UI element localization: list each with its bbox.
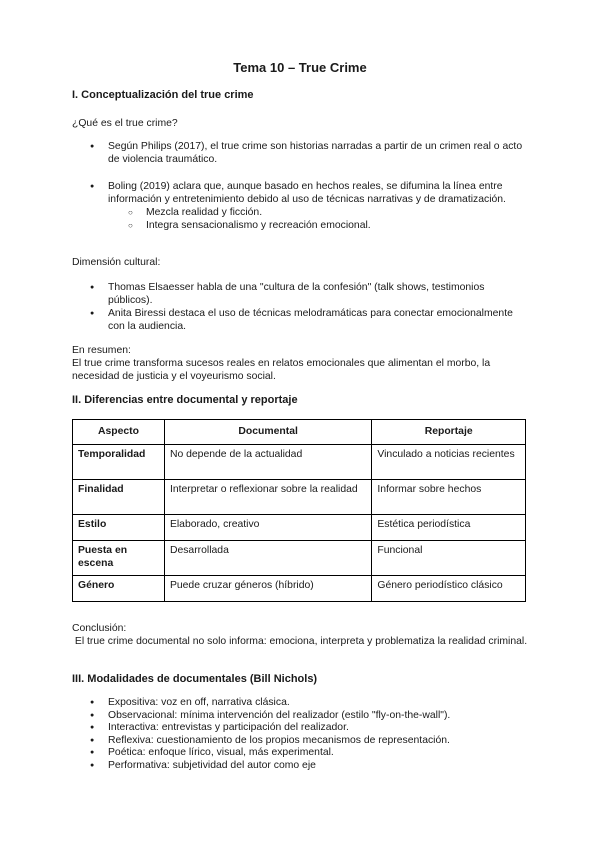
table-cell: Puede cruzar géneros (híbrido) [164,576,371,602]
table-cell: Informar sobre hechos [372,480,526,515]
list-item: ● Según Philips (2017), el true crime son historias narradas a partir de un crimen real o acto de violencia traumático. [90,140,530,166]
list-item: ● Interactiva: entrevistas y participación del realizador. [90,722,530,735]
section-2-heading: II. Diferencias entre documental y reportaje [72,394,298,406]
list-item [90,180,530,232]
table-row [73,541,526,576]
table-header-row [73,420,526,445]
document-title: Tema 10 – True Crime [233,60,367,75]
list-item: ● Poética: enfoque lírico, visual, más experimental. [90,747,530,760]
table-row [73,480,526,515]
list-item-text: Boling (2019) aclara que, aunque basado en hechos reales, se difumina la línea entre información y entretenimiento debido al uso de técnicas narrativas y de dramatización. [108,181,506,205]
table-cell: Estética periodística [372,515,526,541]
list-item: ● Anita Biressi destaca el uso de técnicas melodramáticas para conectar emocionalmente con la audiencia. [90,307,530,333]
section-3-heading: III. Modalidades de documentales (Bill Nichols) [72,673,318,685]
list-item: ● Reflexiva: cuestionamiento de los propios mecanismos de representación. [90,735,530,748]
conclusion-text: El true crime documental no solo informa: emociona, interpreta y problematiza la realidad criminal. [72,636,528,647]
table-header-cell: Aspecto [73,420,165,445]
section-1-bullet-list-2 [90,180,530,232]
conclusion-label: Conclusión: [72,623,127,634]
list-item: ● Thomas Elsaesser habla de una "cultura de la confesión" (talk shows, testimonios públicos). [90,281,530,307]
section-1-heading: I. Conceptualización del true crime [72,89,254,101]
sub-list-item: ○ Integra sensacionalismo y recreación emocional. [108,219,530,232]
list-item: ● Performativa: subjetividad del autor como eje [90,760,530,773]
table-cell: Género periodístico clásico [372,576,526,602]
table-cell: Temporalidad [73,445,165,480]
table-cell: Finalidad [73,480,165,515]
summary-text: El true crime transforma sucesos reales en relatos emocionales que alimentan el morbo, la necesidad de justicia y el voyeurismo social. [72,358,491,382]
table-cell: Interpretar o reflexionar sobre la realidad [164,480,371,515]
table-cell: No depende de la actualidad [164,445,371,480]
summary-label: En resumen: [72,345,131,356]
table-row [73,445,526,480]
list-item: ● Observacional: mínima intervención del realizador (estilo "fly-on-the-wall"). [90,710,530,723]
table-row [73,515,526,541]
cultural-label: Dimensión cultural: [72,257,161,268]
table-row [73,576,526,602]
table-cell: Funcional [372,541,526,576]
comparison-table [72,419,526,602]
table-cell: Vinculado a noticias recientes [372,445,526,480]
sub-bullet-list [108,206,530,232]
table-cell: Estilo [73,515,165,541]
table-cell: Puesta en escena [73,541,165,576]
cultural-bullet-list [90,281,530,333]
table-cell: Desarrollada [164,541,371,576]
section-1-question: ¿Qué es el true crime? [72,118,178,129]
section-1-bullet-list [90,140,530,166]
sub-list-item: ○ Mezcla realidad y ficción. [108,206,530,219]
table-cell: Género [73,576,165,602]
table-cell: Elaborado, creativo [164,515,371,541]
table-header-cell: Documental [164,420,371,445]
section-3-bullet-list [90,697,530,772]
list-item: ● Expositiva: voz en off, narrativa clásica. [90,697,530,710]
table-header-cell: Reportaje [372,420,526,445]
